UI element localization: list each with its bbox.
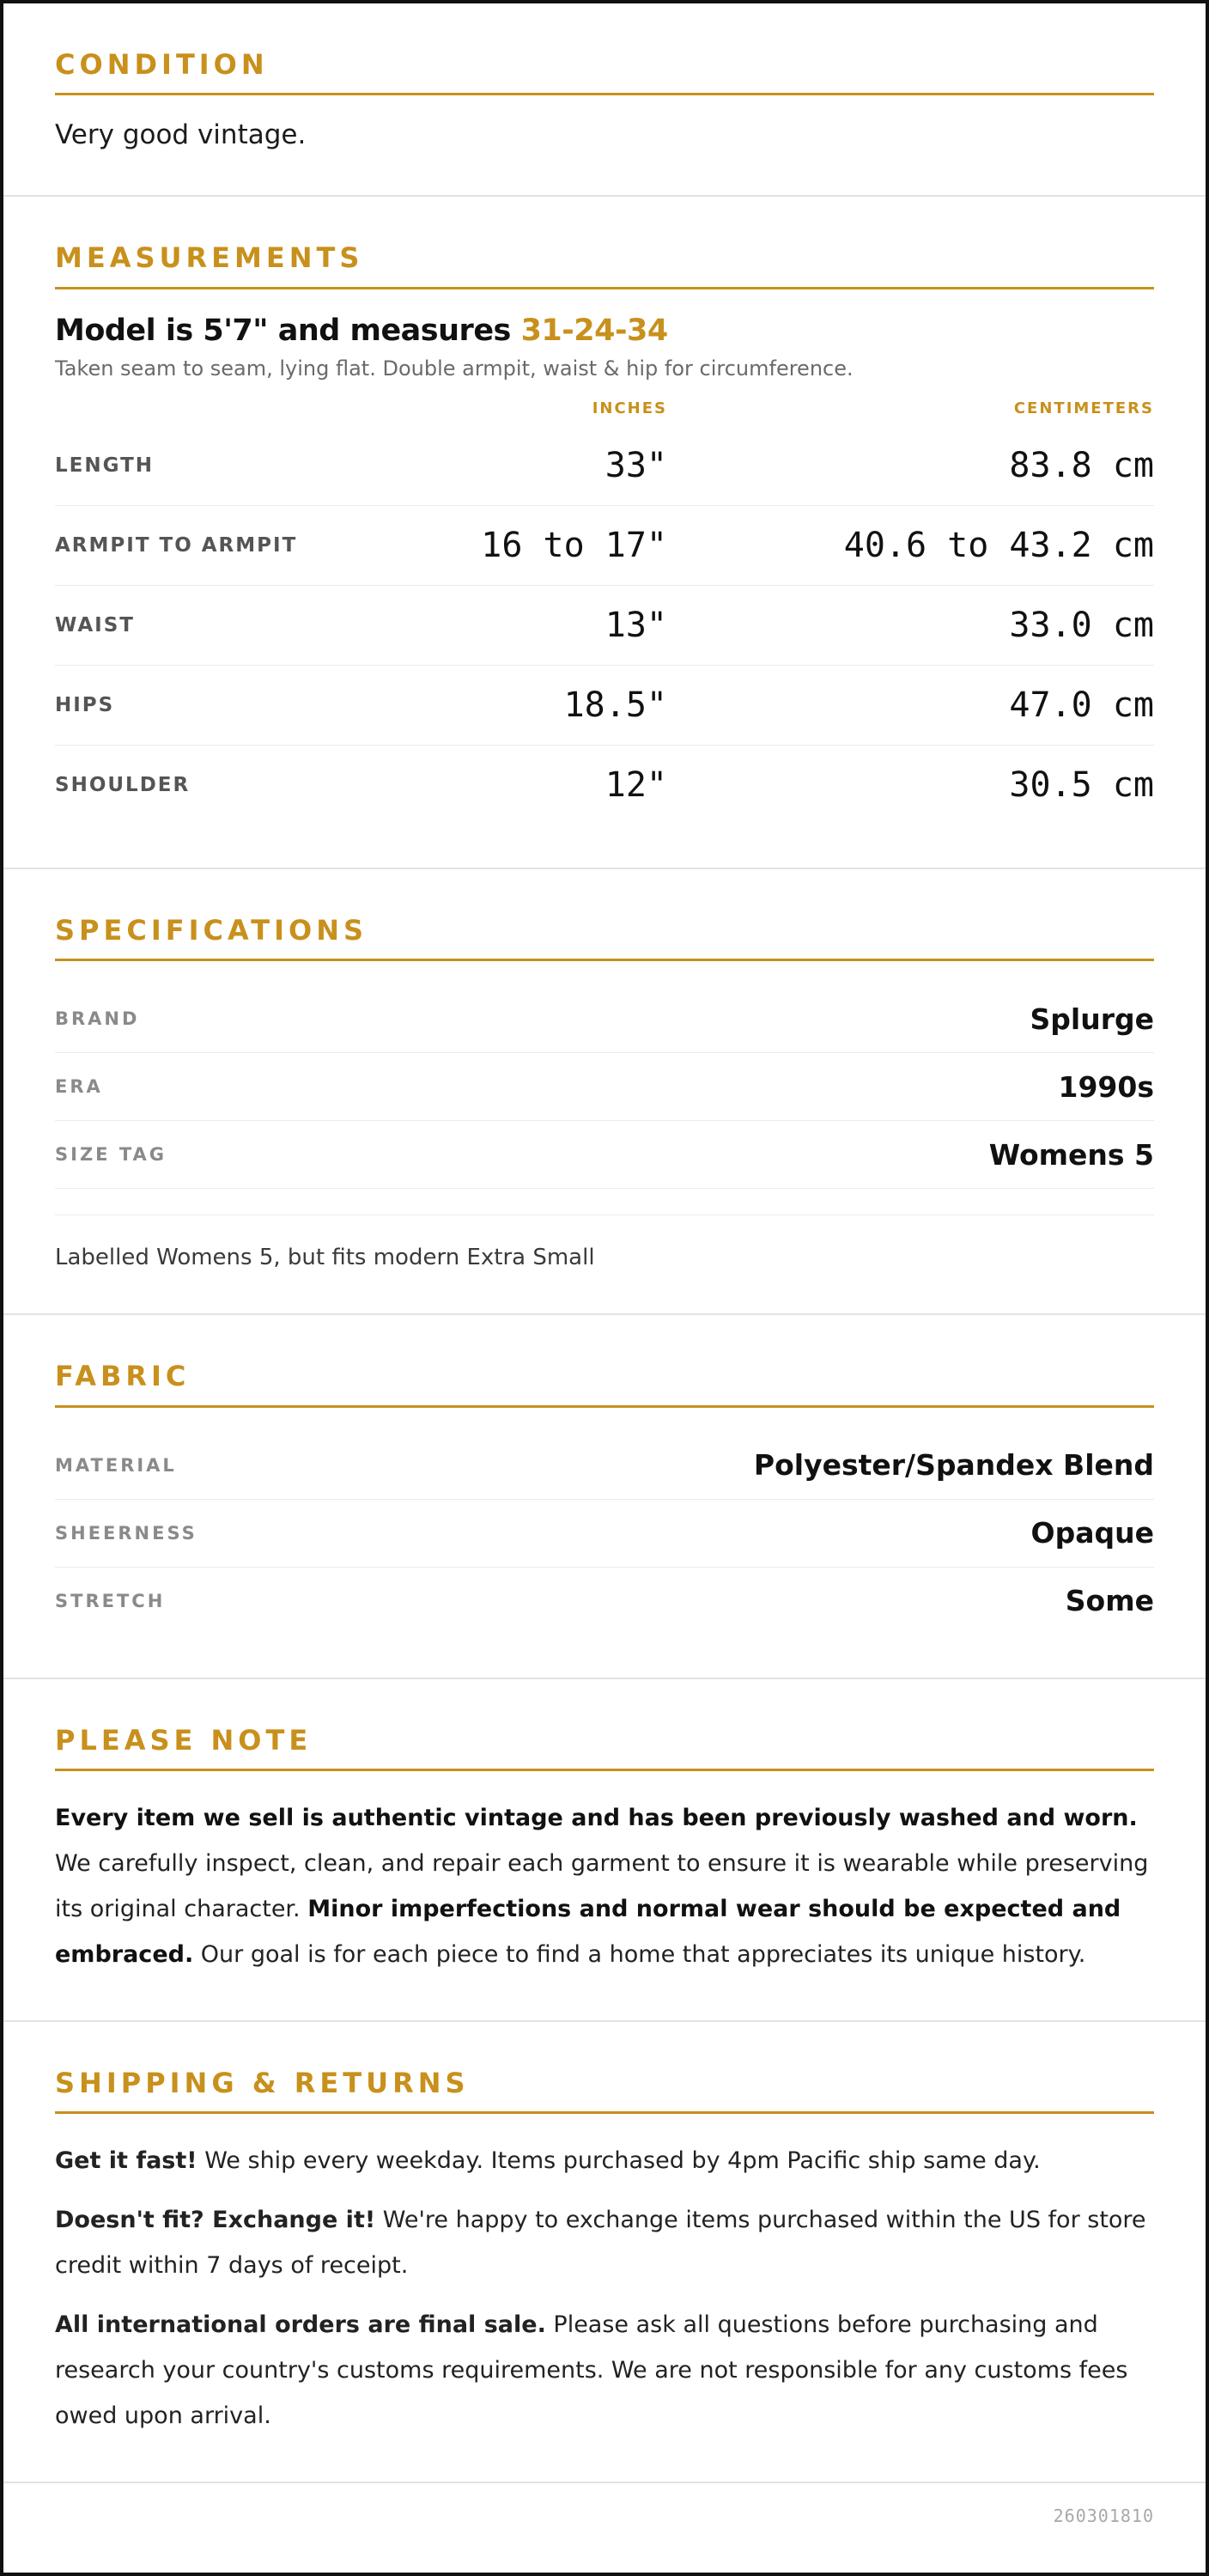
spec-value: Splurge (1030, 1002, 1154, 1036)
product-code: 260301810 (1053, 2506, 1154, 2527)
measurement-row (55, 666, 1154, 746)
please-note-title: PLEASE NOTE (55, 1724, 1154, 1771)
shipping-international (55, 2302, 1154, 2439)
column-inches: INCHES (592, 399, 667, 417)
note-bold-1: Every item we sell is authentic vintage and has been previously washed and worn. (55, 1804, 1138, 1831)
measurements-table (55, 426, 1154, 825)
fabric-value: Polyester/Spandex Blend (753, 1448, 1154, 1483)
model-prefix: Model is 5'7" and measures (55, 313, 521, 348)
measurement-label: HIPS (55, 693, 115, 716)
spec-label: SIZE TAG (55, 1144, 167, 1166)
fabric-table (55, 1432, 1154, 1635)
spec-row-size-tag (55, 1121, 1154, 1189)
spec-label: BRAND (55, 1008, 140, 1030)
shipping-fast-bold: Get it fast! (55, 2147, 197, 2175)
measurement-inches: 16 to 17" (481, 525, 667, 565)
please-note-text (55, 1795, 1154, 1977)
shipping-fast (55, 2138, 1154, 2183)
fabric-value: Opaque (1030, 1516, 1154, 1550)
measurements-header (55, 399, 1154, 417)
measurement-row (55, 746, 1154, 825)
condition-section (3, 3, 1206, 197)
measurement-cm: 40.6 to 43.2 cm (843, 525, 1154, 565)
size-note: Labelled Womens 5, but fits modern Extra Small (55, 1245, 595, 1271)
condition-title: CONDITION (55, 48, 1154, 95)
note-text-2: Our goal is for each piece to find a home that appreciates its unique history. (193, 1940, 1086, 1968)
specifications-title: SPECIFICATIONS (55, 914, 1154, 961)
shipping-exchange-bold: Doesn't fit? Exchange it! (55, 2207, 376, 2234)
model-figures: 31-24-34 (520, 313, 668, 348)
spec-label: ERA (55, 1076, 103, 1098)
shipping-section (3, 2022, 1206, 2483)
fabric-section (3, 1315, 1206, 1678)
measurement-inches: 18.5" (563, 685, 667, 725)
shipping-exchange (55, 2197, 1154, 2288)
fabric-label: MATERIAL (55, 1454, 177, 1476)
fabric-row-sheerness (55, 1500, 1154, 1568)
spec-value: Womens 5 (988, 1137, 1154, 1172)
shipping-international-text: Please ask all questions before purchasing and research your country's customs requirements. We are not responsible for any customs fees owed upon arrival. (55, 2311, 1128, 2430)
measurement-cm: 33.0 cm (1009, 605, 1154, 645)
spec-row-brand (55, 985, 1154, 1053)
fabric-label: STRETCH (55, 1590, 166, 1611)
spec-divider (55, 1189, 1154, 1215)
fabric-row-stretch (55, 1568, 1154, 1635)
please-note-section (3, 1679, 1206, 2022)
measurement-inches: 13" (604, 605, 667, 645)
measurement-inches: 12" (604, 764, 667, 805)
measurement-label: WAIST (55, 613, 135, 636)
shipping-fast-text: We ship every weekday. Items purchased by 4pm Pacific ship same day. (197, 2147, 1041, 2175)
shipping-exchange-text: We're happy to exchange items purchased within the US for store credit within 7 days of receipt. (55, 2207, 1146, 2280)
note-bold-2: Minor imperfections and normal wear should be expected and embraced. (55, 1895, 1121, 1968)
measurement-inches: 33" (604, 445, 667, 485)
measurement-cm: 47.0 cm (1009, 685, 1154, 725)
measurements-section (3, 197, 1206, 868)
fabric-label: SHEERNESS (55, 1522, 197, 1544)
specifications-section (3, 869, 1206, 1315)
fabric-row-material (55, 1432, 1154, 1500)
spec-value: 1990s (1058, 1069, 1154, 1104)
measurements-subtitle: Taken seam to seam, lying flat. Double armpit, waist & hip for circumference. (55, 356, 854, 381)
shipping-international-bold: All international orders are final sale. (55, 2311, 546, 2339)
measurement-row (55, 426, 1154, 506)
column-centimeters: CENTIMETERS (1013, 399, 1154, 417)
measurement-label: LENGTH (55, 454, 155, 477)
header-spacer (55, 399, 313, 417)
measurements-title: MEASUREMENTS (55, 241, 1154, 289)
measurement-row (55, 506, 1154, 586)
spec-row-era (55, 1053, 1154, 1121)
fabric-value: Some (1065, 1584, 1154, 1618)
shipping-title: SHIPPING & RETURNS (55, 2067, 1154, 2114)
note-text-1: We carefully inspect, clean, and repair each garment to ensure it is wearable while preserving its original character. (55, 1849, 1149, 1922)
measurement-row (55, 586, 1154, 666)
measurement-label: ARMPIT TO ARMPIT (55, 533, 298, 557)
fabric-title: FABRIC (55, 1360, 1154, 1407)
model-measurements (55, 314, 1154, 348)
condition-text: Very good vintage. (55, 119, 307, 151)
measurement-cm: 83.8 cm (1009, 445, 1154, 485)
measurement-cm: 30.5 cm (1009, 764, 1154, 805)
measurement-label: SHOULDER (55, 773, 191, 796)
